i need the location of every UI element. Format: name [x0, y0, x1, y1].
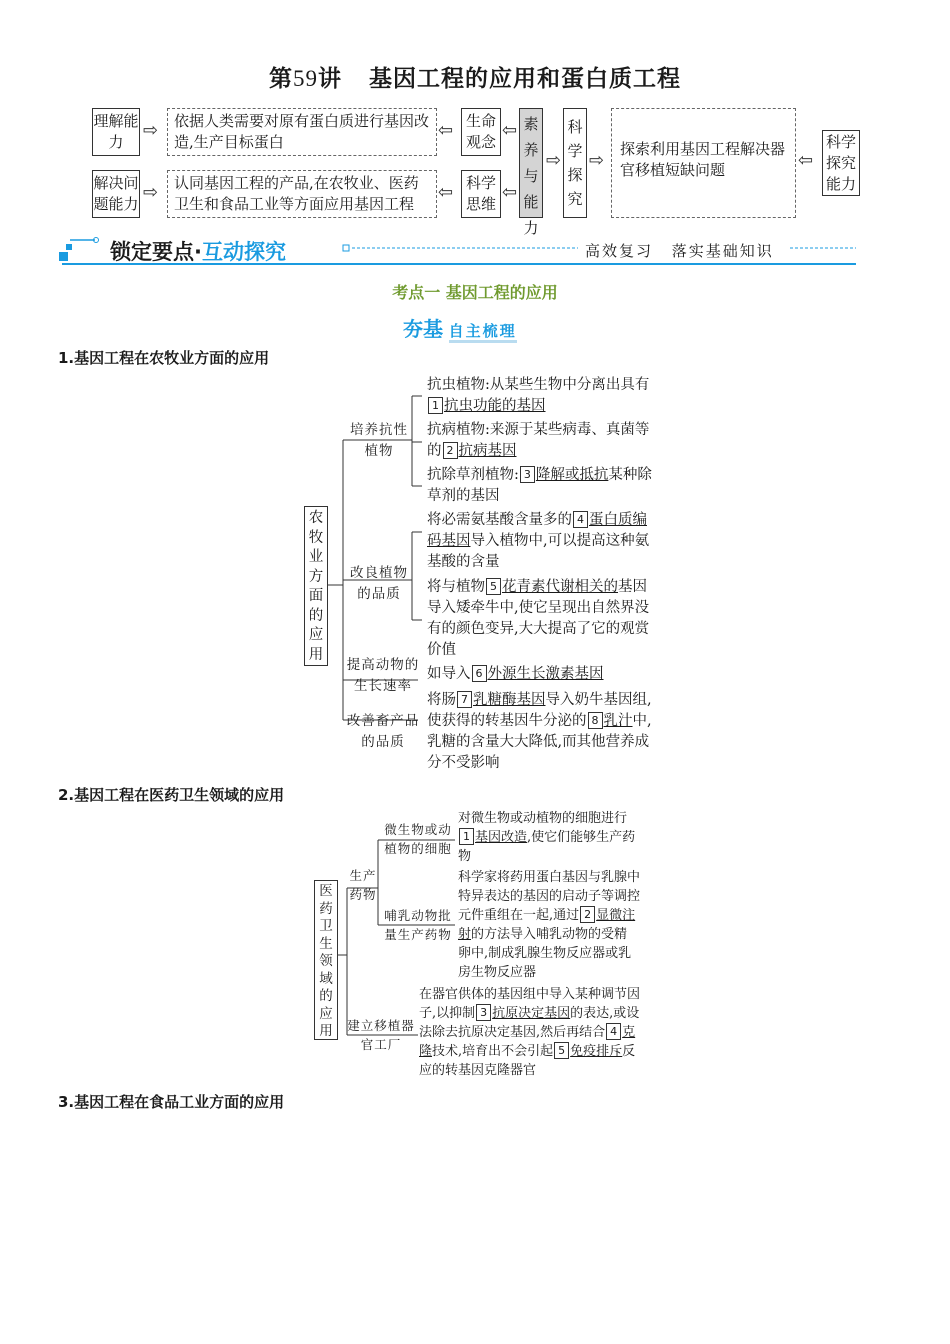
item-mammary-reactor: 科学家将药用蛋白基因与乳腺中特异表达的基因的启动子等调控元件重组在一起,通过 2 显微注射的方法导入哺乳动物的受精卵中,制成乳腺生物反应器或乳房生物反应器: [458, 870, 641, 980]
label-inquiry-ability: 科学探究能力: [822, 130, 860, 196]
root-medical: 医药卫生领域的应用: [314, 880, 338, 1040]
arrow-icon: ⇦: [438, 120, 454, 141]
kaodian-heading: 考点一 基因工程的应用: [392, 283, 558, 302]
row2-text: 认同基因工程的产品,在农牧业、医药卫生和食品工业等方面应用基因工程: [167, 170, 437, 218]
page-title: 第59讲 基因工程的应用和蛋白质工程: [268, 66, 682, 92]
branch-mammal: 哺乳动物批量生产药物: [384, 908, 452, 942]
item-organ-transplant: 在器官供体的基因组中导入某种调节因子,以抑制 3 抗原决定基因的表达,或设法除去抗原决定基因,然后再结合 4 克隆技术,培育出不会引起 5 免疫排斥反应的转基因克隆器官: [419, 987, 641, 1078]
label-problem-solving: 解决问题能力: [92, 170, 140, 218]
root-agri: 农牧业方面的应用: [304, 506, 328, 666]
hangji-heading: 夯基 自主梳理: [403, 317, 517, 341]
branch-plant-quality: 改良植物的品质: [350, 565, 408, 602]
item-herbicide-resistant: 抗除草剂植物: 3 降解或抵抗某种除草剂的基因: [427, 467, 652, 504]
branch-organ-factory: 建立移植器官工厂: [347, 1018, 415, 1052]
arrow-icon: ⇨: [143, 120, 159, 141]
branch-cells: 微生物或动植物的细胞: [384, 822, 452, 856]
core-literacy-ability: 素养与能力: [519, 108, 543, 218]
tag-life-concept: 生命观念: [461, 108, 501, 156]
branch-produce-drugs: 生产药物: [349, 868, 377, 902]
tag-scientific-inquiry: 科学探究: [563, 108, 587, 218]
tag-scientific-thinking: 科学思维: [461, 170, 501, 218]
item-anthocyanin: 将与植物 5 花青素代谢相关的基因导入矮牵牛中,使它呈现出自然界没有的颜色变异,大大提高了它的观赏价值: [427, 579, 650, 658]
item-growth-hormone: 如导入 6 外源生长激素基因: [427, 666, 604, 682]
item-insect-resistant: 抗虫植物:从某些生物中分离出具有1 抗虫功能的基因: [427, 377, 650, 414]
branch-animal-growth: 提高动物的生长速率: [346, 657, 420, 694]
section2-heading: 2.基因工程在医药卫生领域的应用: [58, 786, 285, 804]
arrow-icon: ⇨: [143, 182, 159, 203]
arrow-icon: ⇨: [546, 150, 562, 171]
item-disease-resistant: 抗病植物:来源于某些病毒、真菌等的 2 抗病基因: [427, 422, 650, 459]
arrow-icon: ⇦: [502, 120, 518, 141]
banner-right: 高效复习 落实基础知识: [585, 242, 774, 260]
section1-heading: 1.基因工程在农牧业方面的应用: [58, 349, 270, 367]
item-amino-acid: 将必需氨基酸含量多的 4 蛋白质编码基因导入植物中,可以提高这种氨基酸的含量: [427, 512, 650, 570]
label-understanding: 理解能力: [92, 108, 140, 156]
arrow-icon: ⇦: [798, 150, 814, 171]
section3-heading: 3.基因工程在食品工业方面的应用: [58, 1093, 285, 1111]
item-lactase: 将肠 7 乳糖酶基因导入奶牛基因组,使获得的转基因牛分泌的 8 乳汁中,乳糖的含量大大降低,而其他营养成分不受影响: [427, 692, 652, 771]
branch-resistant-plants: 培养抗性植物: [350, 422, 408, 459]
arrow-icon: ⇦: [438, 182, 454, 203]
branch-livestock-quality: 改善畜产品的品质: [346, 713, 420, 750]
right-text: 探索利用基因工程解决器官移植短缺问题: [611, 108, 796, 218]
arrow-icon: ⇦: [502, 182, 518, 203]
arrow-icon: ⇨: [589, 150, 605, 171]
banner-title: 锁定要点·互动探究: [110, 240, 286, 264]
row1-text: 依据人类需要对原有蛋白质进行基因改造,生产目标蛋白: [167, 108, 437, 156]
item-cell-modification: 对微生物或动植物的细胞进行1 基因改造,使它们能够生产药物: [458, 811, 636, 864]
